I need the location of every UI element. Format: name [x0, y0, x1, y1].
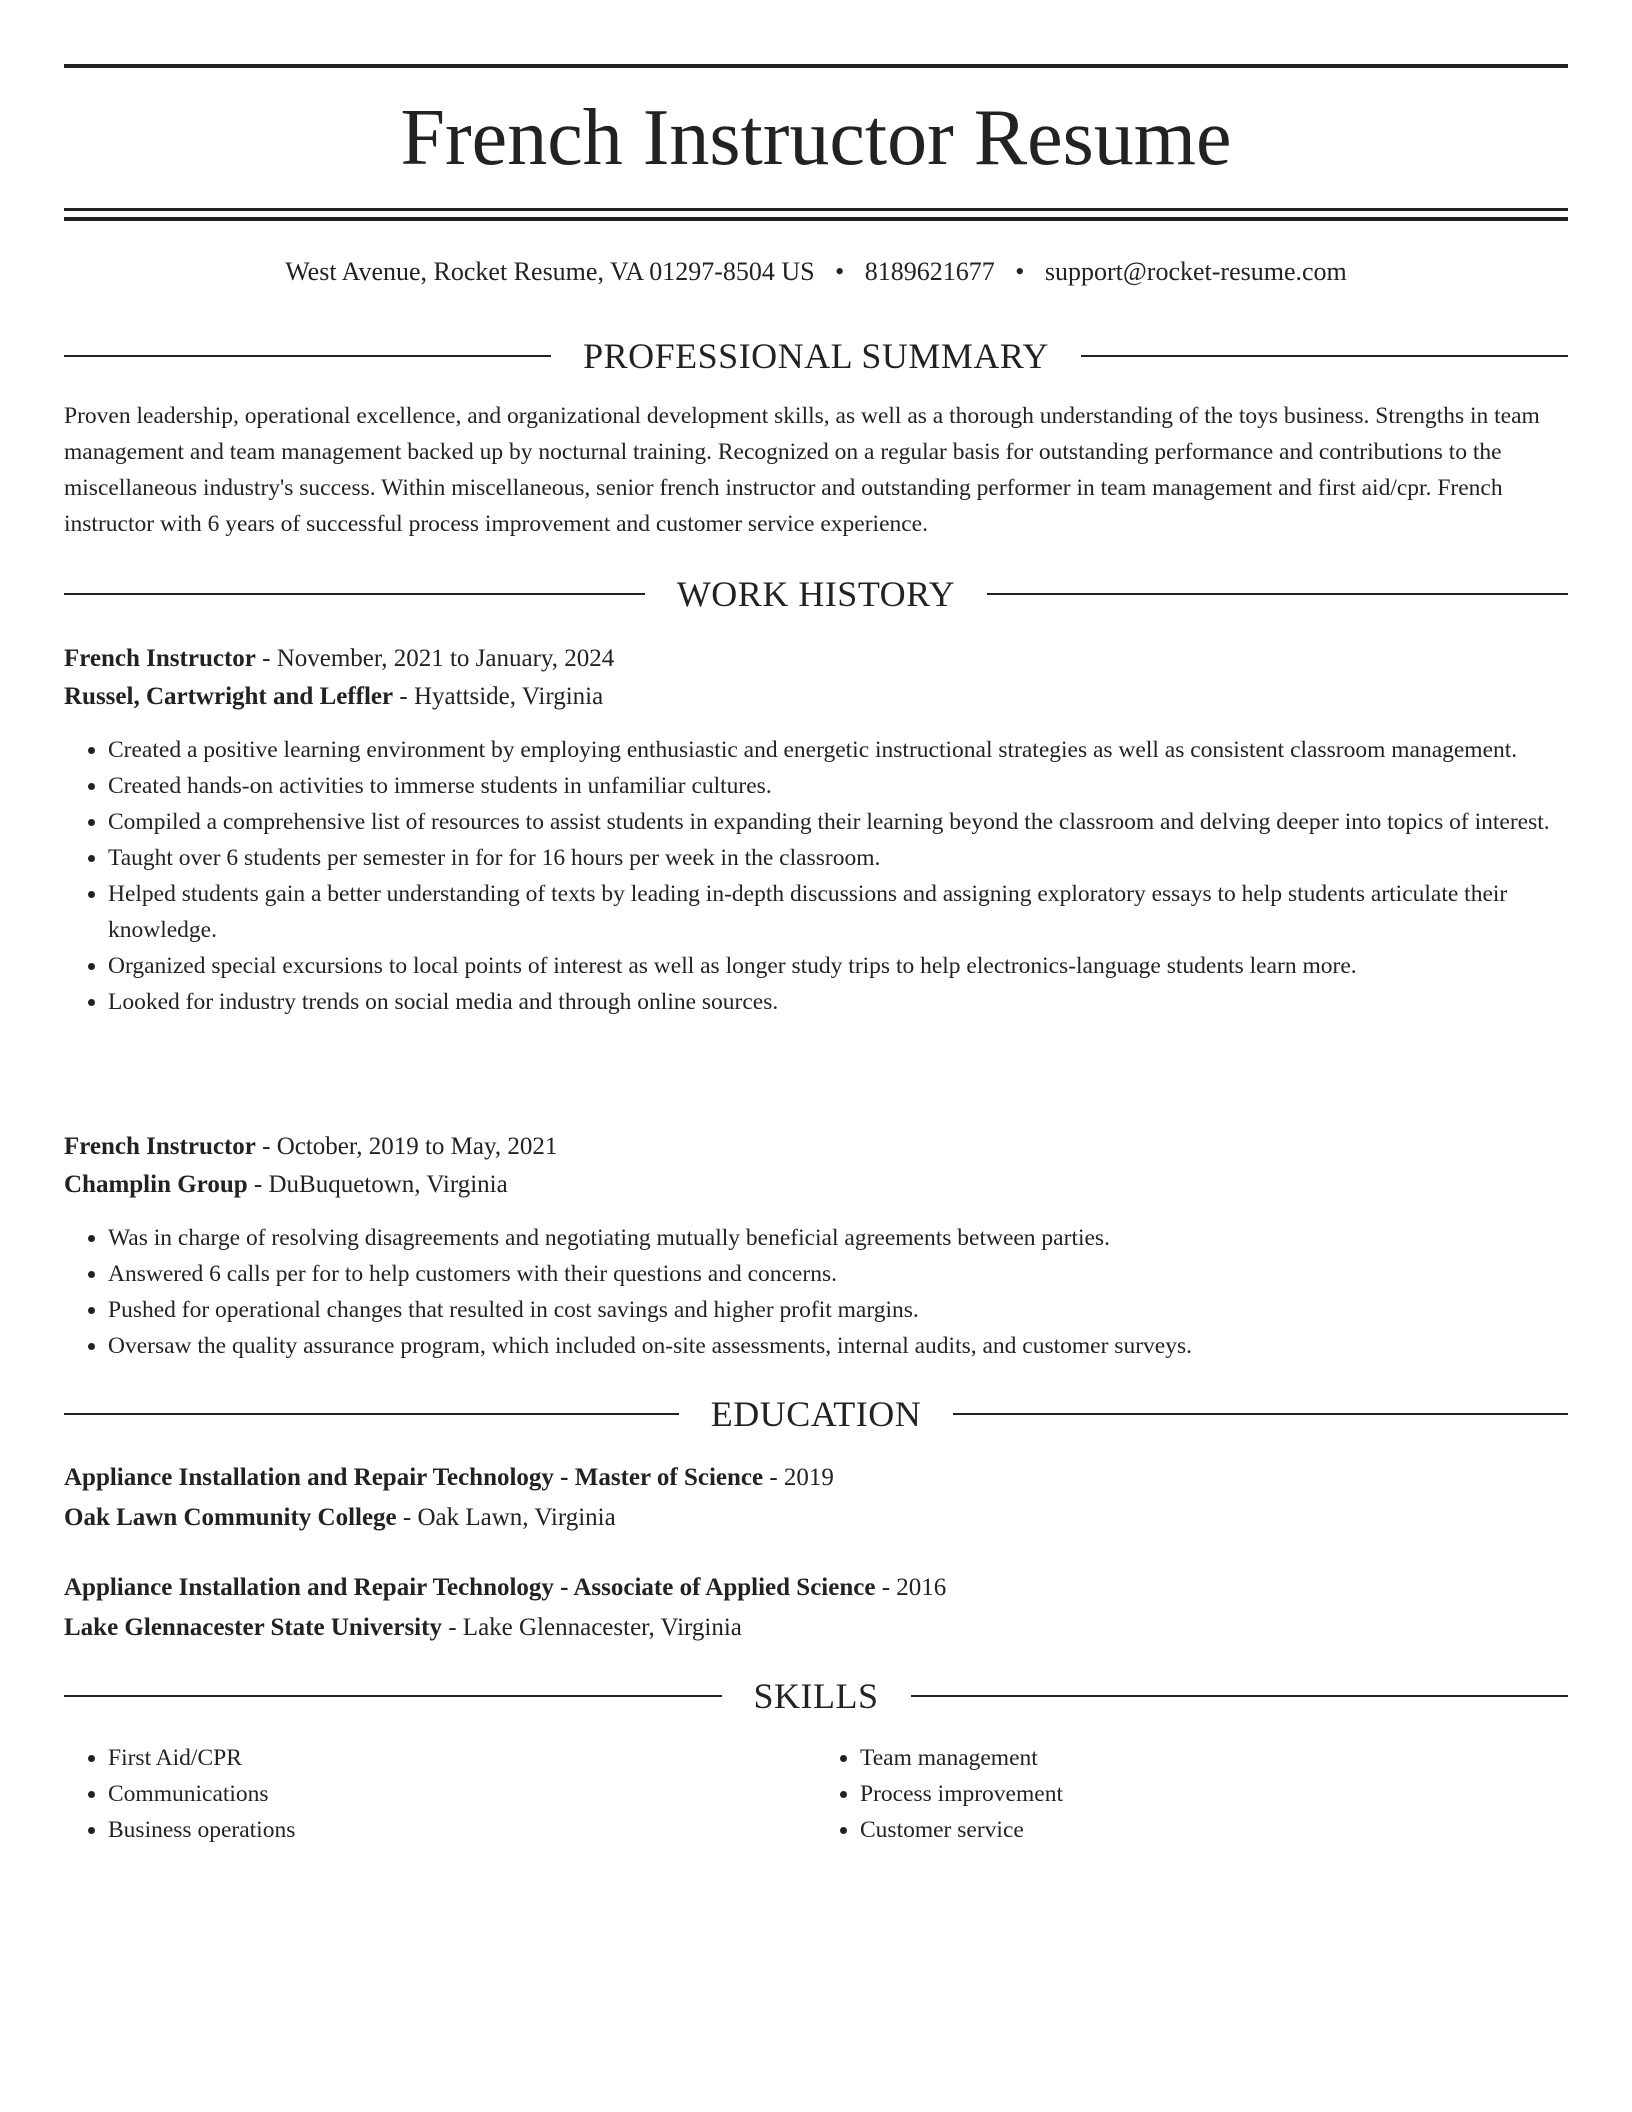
job-title-line: [64, 1128, 1568, 1166]
education-degree-line: [64, 1568, 1568, 1608]
skill-item: • Process improvement: [860, 1776, 1568, 1812]
education-location: - Lake Glennacester, Virginia: [441, 1614, 742, 1641]
contact-line: [64, 256, 1568, 288]
list-item: • Created hands-on activities to immerse students in unfamiliar cultures.: [108, 768, 1568, 804]
skill-item: • Business operations: [108, 1812, 816, 1848]
education-location: - Oak Lawn, Virginia: [396, 1504, 616, 1531]
list-item: • Created a positive learning environment by employing enthusiastic and energetic instructional strategies as well as consistent classroom management.: [108, 732, 1568, 768]
contact-separator: •: [835, 257, 845, 286]
list-item: • Answered 6 calls per for to help customers with their questions and concerns.: [108, 1256, 1568, 1292]
education-school: Lake Glennacester State University: [64, 1614, 442, 1641]
contact-email: support@rocket-resume.com: [1044, 257, 1347, 286]
section-header-summary: [64, 336, 1568, 376]
top-rule: [64, 64, 1568, 68]
skills-list-right: [816, 1740, 1568, 1848]
job-heading: [64, 640, 1568, 716]
section-rule: [953, 1413, 1568, 1415]
section-rule: [64, 593, 645, 595]
section-header-education: [64, 1394, 1568, 1434]
section-rule: [987, 593, 1568, 595]
education-entry: [64, 1458, 1568, 1538]
skill-item: • First Aid/CPR: [108, 1740, 816, 1776]
job-location: - Hyattside, Virginia: [393, 683, 604, 710]
skill-item: • Communications: [108, 1776, 816, 1812]
skills-columns: [64, 1740, 1568, 1848]
section-title: PROFESSIONAL SUMMARY: [583, 336, 1049, 376]
section-rule: [1081, 355, 1568, 357]
section-rule: [911, 1695, 1569, 1697]
education-year: - 2016: [875, 1574, 947, 1601]
list-item: • Taught over 6 students per semester in for for 16 hours per week in the classroom.: [108, 840, 1568, 876]
list-item: • Looked for industry trends on social media and through online sources.: [108, 984, 1568, 1020]
list-item: • Helped students gain a better understanding of texts by leading in-depth discussions and assigning exploratory essays to help students articulate their knowledge.: [108, 876, 1568, 948]
list-item: • Oversaw the quality assurance program, which included on-site assessments, internal audits, and customer surveys.: [108, 1328, 1568, 1364]
education-year: - 2019: [763, 1464, 834, 1491]
education-school: Oak Lawn Community College: [64, 1504, 397, 1531]
job-title: French Instructor: [64, 645, 256, 672]
skill-item: • Team management: [860, 1740, 1568, 1776]
section-header-work-history: [64, 574, 1568, 614]
section-rule: [64, 1413, 679, 1415]
education-degree: Appliance Installation and Repair Technology - Associate of Applied Science: [64, 1574, 876, 1601]
section-title: EDUCATION: [710, 1394, 922, 1434]
section-rule: [64, 355, 551, 357]
contact-phone: 8189621677: [864, 257, 995, 286]
contact-address: West Avenue, Rocket Resume, VA 01297-8504 US: [285, 257, 815, 286]
list-item: • Pushed for operational changes that resulted in cost savings and higher profit margins.: [108, 1292, 1568, 1328]
job-bullets: [64, 1220, 1568, 1364]
list-item: • Was in charge of resolving disagreements and negotiating mutually beneficial agreements between parties.: [108, 1220, 1568, 1256]
education-degree: Appliance Installation and Repair Technology - Master of Science: [64, 1464, 764, 1491]
section-title: WORK HISTORY: [676, 574, 956, 614]
title-double-rule: [64, 208, 1568, 221]
job-company-line: [64, 1166, 1568, 1204]
job-location: - DuBuquetown, Virginia: [247, 1171, 508, 1198]
job-dates: - November, 2021 to January, 2024: [255, 645, 615, 672]
education-school-line: [64, 1498, 1568, 1538]
job-bullets: [64, 732, 1568, 1020]
list-item: • Organized special excursions to local points of interest as well as longer study trips to help electronics-language students learn more.: [108, 948, 1568, 984]
skill-item: • Customer service: [860, 1812, 1568, 1848]
resume-title: French Instructor Resume: [400, 94, 1232, 182]
job-company: Champlin Group: [64, 1171, 248, 1198]
job-title-line: [64, 640, 1568, 678]
summary-paragraph: Proven leadership, operational excellence, and organizational development skills, as well as a thorough understanding of the toys business. Strengths in team management and team management backed up by nocturnal training. Recognized on a regular basis for outstanding performance and contributions to the miscellaneous industry's success. Within miscellaneous, senior french instructor and outstanding performer in team management and first aid/cpr. French instructor with 6 years of successful process improvement and customer service experience.: [64, 403, 1540, 537]
education-school-line: [64, 1608, 1568, 1648]
skills-list-left: [64, 1740, 816, 1848]
education-entry: [64, 1568, 1568, 1648]
section-rule: [64, 1695, 722, 1697]
job-dates: - October, 2019 to May, 2021: [255, 1133, 558, 1160]
job-company-line: [64, 678, 1568, 716]
contact-separator: •: [1015, 257, 1025, 286]
job-title: French Instructor: [64, 1133, 256, 1160]
section-title: SKILLS: [753, 1676, 879, 1716]
list-item: • Compiled a comprehensive list of resources to assist students in expanding their learning beyond the classroom and delving deeper into topics of interest.: [108, 804, 1568, 840]
job-company: Russel, Cartwright and Leffler: [64, 683, 394, 710]
section-header-skills: [64, 1676, 1568, 1716]
job-heading: [64, 1128, 1568, 1204]
education-degree-line: [64, 1458, 1568, 1498]
